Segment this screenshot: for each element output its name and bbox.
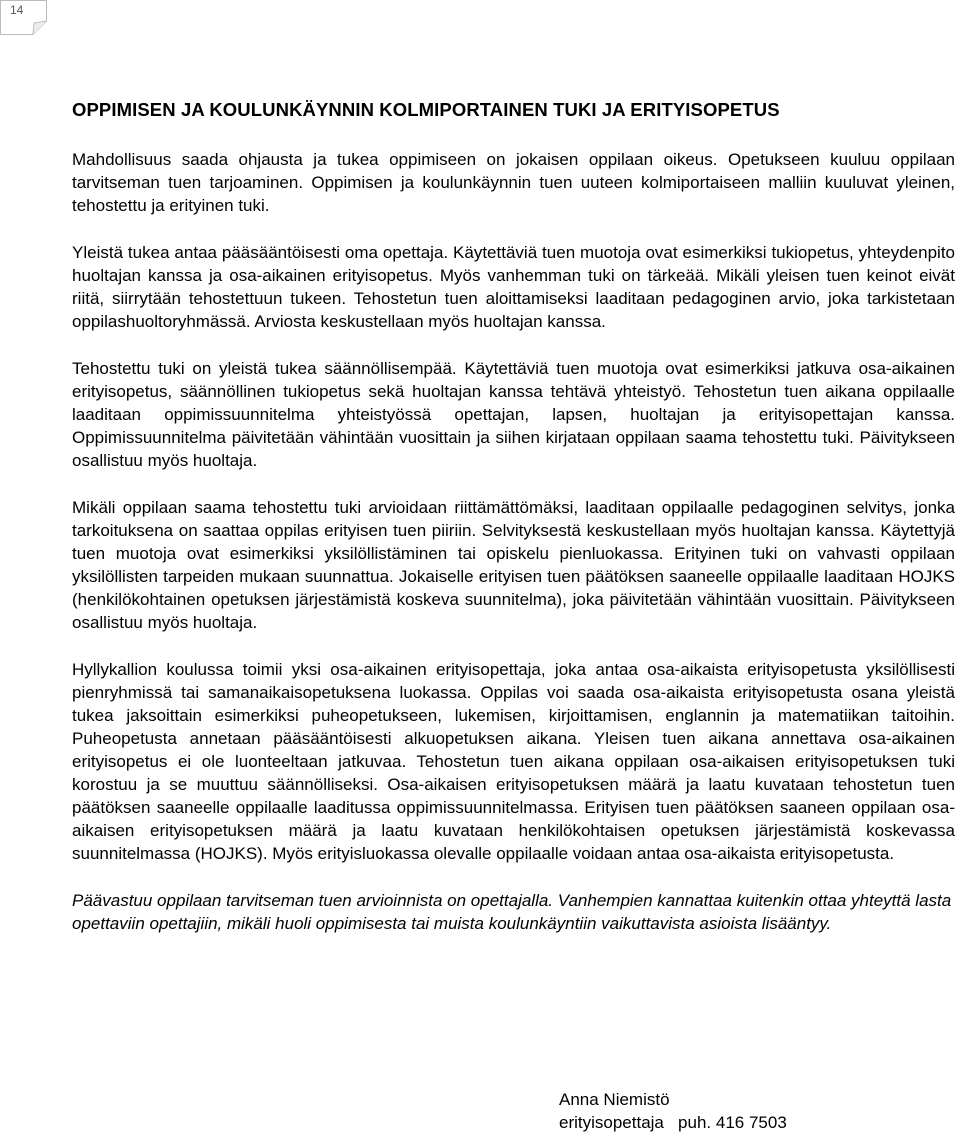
signature-name: Anna Niemistö (559, 1090, 670, 1109)
page-number-tab (0, 0, 47, 34)
page-number: 14 (10, 3, 24, 17)
paragraph-1: Mahdollisuus saada ohjausta ja tukea oppimiseen on jokaisen oppilaan oikeus. Opetukseen kuuluu oppilaan tarvitseman tuen tarjoaminen. Oppimisen ja koulunkäynnin tuen uuteen kolmiportaiseen malliin kuuluvat yleinen, tehostettu ja erityinen tuki. (72, 150, 955, 215)
paragraph-5: Hyllykallion koulussa toimii yksi osa-aikainen erityisopettaja, joka antaa osa-aikaista erityisopetusta yksilöllisesti pienryhmissä tai samanaikaisopetuksena luokassa. Oppilas voi saada osa-aikaista erityisopetusta osana yleistä tukea jaksoittain esimerkiksi puheopetukseen, lukemisen, kirjoittamisen, englannin ja matematiikan taitoihin. Puheopetusta annetaan pääsääntöisesti alkuopetuksen aikana. Yleisen tuen aikana annettava osa-aikainen erityisopetus ei ole luonteeltaan jatkuvaa. Tehostetun tuen aikana oppilaan osa-aikaisen erityisopetuksen tuki korostuu ja se muuttuu säännölliseksi. Osa-aikaisen erityisopetuksen määrä ja laatu kuvataan tehostetun tuen päätöksen saaneelle oppilaalle laaditussa oppimissuunnitelmassa. Erityisen tuen päätöksen saaneen oppilaan osa-aikaisen erityisopetuksen määrä ja laatu kuvataan henkilökohtaisen opetuksen järjestämistä koskevassa suunnitelmassa (HOJKS). Myös erityisluokassa olevalle oppilaalle voidaan antaa osa-aikaista erityisopetusta. (72, 660, 955, 863)
paragraph-3: Tehostettu tuki on yleistä tukea säännöllisempää. Käytettäviä tuen muotoja ovat esimerkiksi jatkuva osa-aikainen erityisopetus, säännöllinen tukiopetus sekä huoltajan kanssa tehtävä yhteistyö. Tehostetun tuen aikana oppilaalle laaditaan oppimissuunnitelma yhteistyössä opettajan, lapsen, huoltajan ja erityisopettajan kanssa. Oppimissuunnitelma päivitetään vähintään vuosittain ja siihen kirjataan oppilaan saama tehostettu tuki. Päivitykseen osallistuu myös huoltaja. (72, 359, 955, 470)
document-title: OPPIMISEN JA KOULUNKÄYNNIN KOLMIPORTAINEN TUKI JA ERITYISOPETUS (72, 99, 780, 120)
signature-role: erityisopettaja puh. 416 7503 (559, 1113, 787, 1132)
page-corner-icon (0, 0, 48, 36)
document-body (72, 98, 955, 935)
paragraph-4: Mikäli oppilaan saama tehostettu tuki arvioidaan riittämättömäksi, laaditaan oppilaalle pedagoginen selvitys, jonka tarkoituksena on saattaa oppilas erityisen tuen piiriin. Selvityksestä keskustellaan myös huoltajan kanssa. Käytettyjä tuen muotoja ovat esimerkiksi yksilöllistäminen tai opiskelu pienluokassa. Erityinen tuki on vahvasti oppilaan yksilöllisten tarpeiden mukaan suunnattua. Jokaiselle erityisen tuen päätöksen saaneelle oppilaalle laaditaan HOJKS (henkilökohtainen opetuksen järjestämistä koskeva suunnitelma), joka päivitetään vähintään vuosittain. Päivitykseen osallistuu myös huoltaja. (72, 498, 955, 632)
signature-block (559, 1088, 787, 1134)
closing-note: Päävastuu oppilaan tarvitseman tuen arvioinnista on opettajalla. Vanhempien kannattaa kuitenkin ottaa yhteyttä lasta opettaviin opettajiin, mikäli huoli oppimisesta tai muista koulunkäyntiin vaikuttavista asioista lisääntyy. (72, 891, 952, 933)
paragraph-2: Yleistä tukea antaa pääsääntöisesti oma opettaja. Käytettäviä tuen muotoja ovat esimerkiksi tukiopetus, yhteydenpito huoltajan kanssa ja osa-aikainen erityisopetus. Myös vanhemman tuki on tärkeää. Mikäli yleisen tuen keinot eivät riitä, siirrytään tehostettuun tukeen. Tehostetun tuen aloittamiseksi laaditaan pedagoginen arvio, joka tarkistetaan oppilashuoltoryhmässä. Arviosta keskustellaan myös huoltajan kanssa. (72, 243, 955, 331)
